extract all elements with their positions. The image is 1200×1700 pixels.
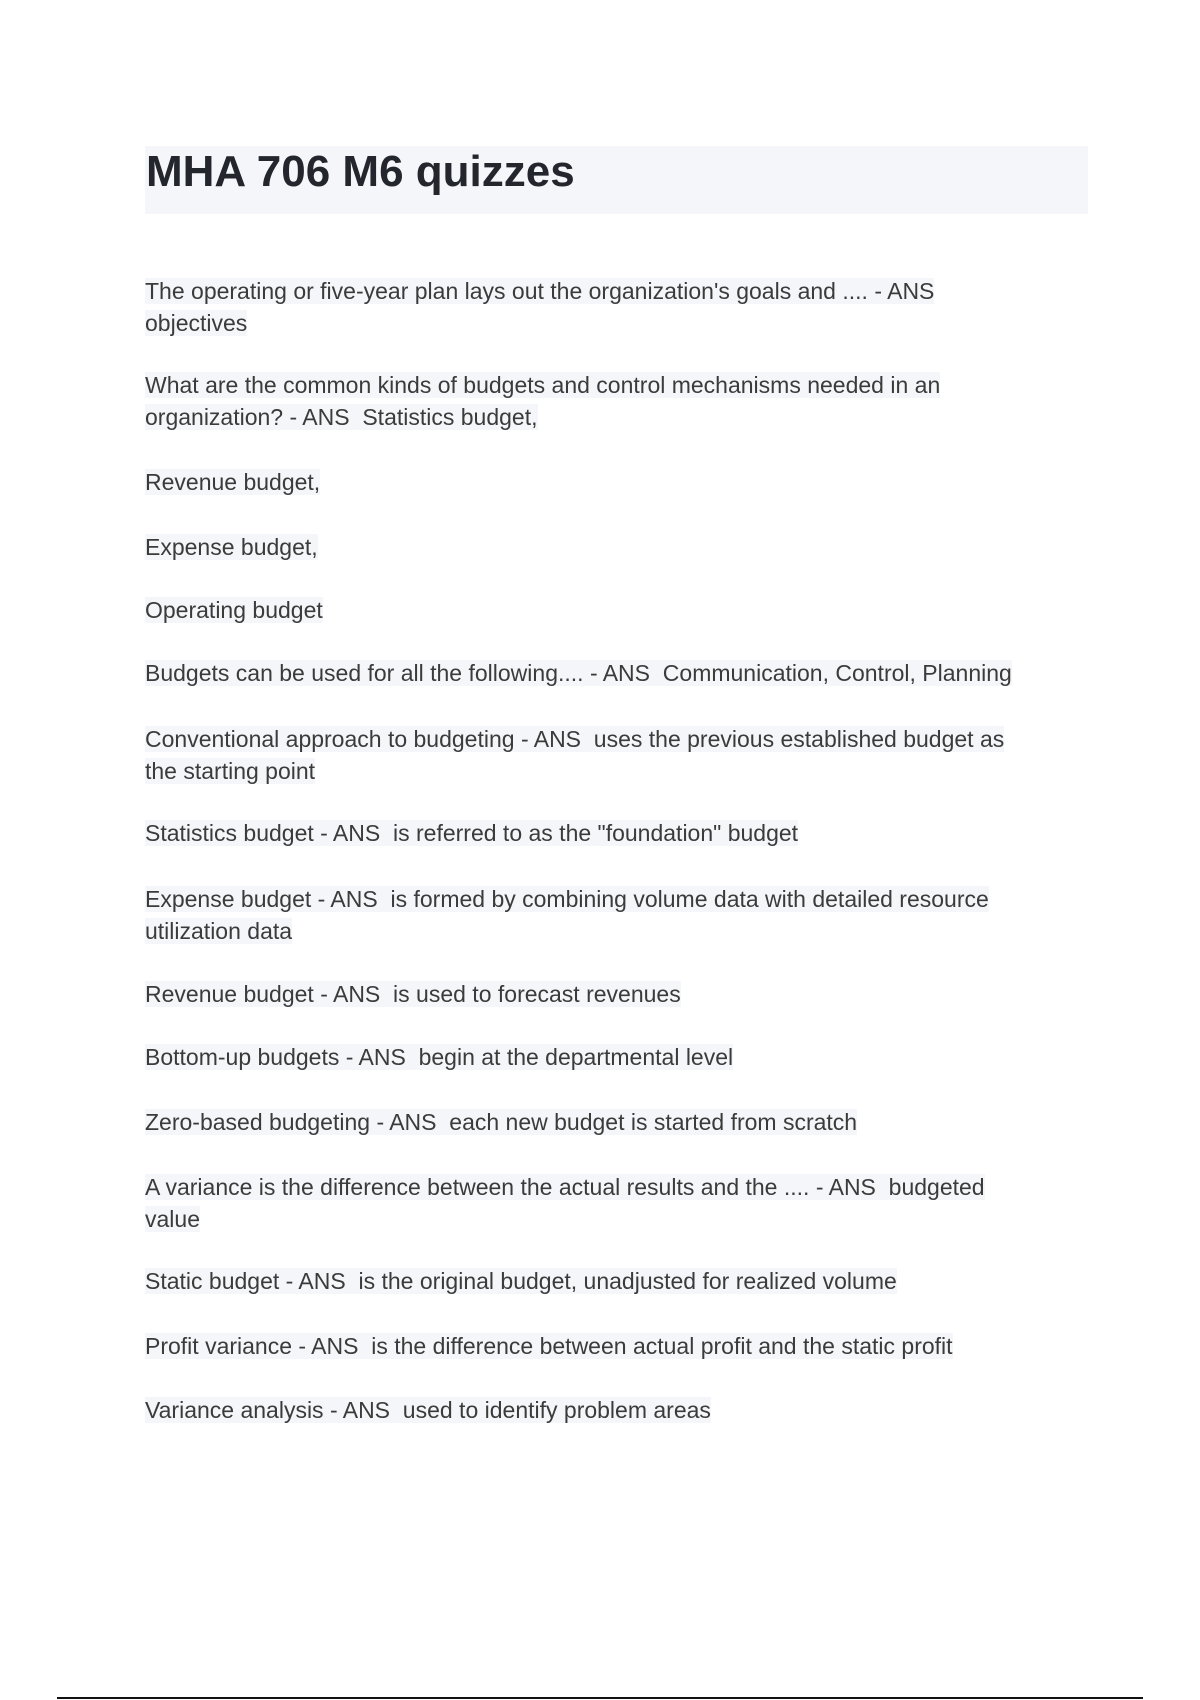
- qa-item-11: Bottom-up budgets - ANS begin at the departmental level: [145, 1044, 734, 1070]
- qa-item-16: Variance analysis - ANS used to identify problem areas: [145, 1397, 711, 1423]
- qa-item-9: Expense budget - ANS is formed by combining volume data with detailed resource utilization data: [145, 886, 989, 944]
- qa-item-2: What are the common kinds of budgets and control mechanisms needed in an organization? - ANS Statistics budget,: [145, 372, 941, 430]
- qa-item-8: Statistics budget - ANS is referred to as the "foundation" budget: [145, 820, 799, 846]
- qa-item-13: A variance is the difference between the actual results and the .... - ANS budgeted value: [145, 1174, 985, 1232]
- qa-item-7: Conventional approach to budgeting - ANS uses the previous established budget as the starting point: [145, 726, 1005, 784]
- qa-item-6: Budgets can be used for all the following.... - ANS Communication, Control, Planning: [145, 660, 1012, 686]
- qa-item-15: Profit variance - ANS is the difference between actual profit and the static profit: [145, 1333, 953, 1359]
- footer-divider: [57, 1697, 1143, 1699]
- qa-item-1: The operating or five-year plan lays out the organization's goals and .... - ANS objectives: [145, 278, 935, 336]
- qa-item-4: Expense budget,: [145, 534, 318, 560]
- qa-item-14: Static budget - ANS is the original budget, unadjusted for realized volume: [145, 1268, 897, 1294]
- qa-item-10: Revenue budget - ANS is used to forecast revenues: [145, 981, 681, 1007]
- qa-item-5: Operating budget: [145, 597, 323, 623]
- qa-item-3: Revenue budget,: [145, 469, 321, 495]
- document-title: MHA 706 M6 quizzes: [146, 147, 575, 196]
- qa-item-12: Zero-based budgeting - ANS each new budget is started from scratch: [145, 1109, 858, 1135]
